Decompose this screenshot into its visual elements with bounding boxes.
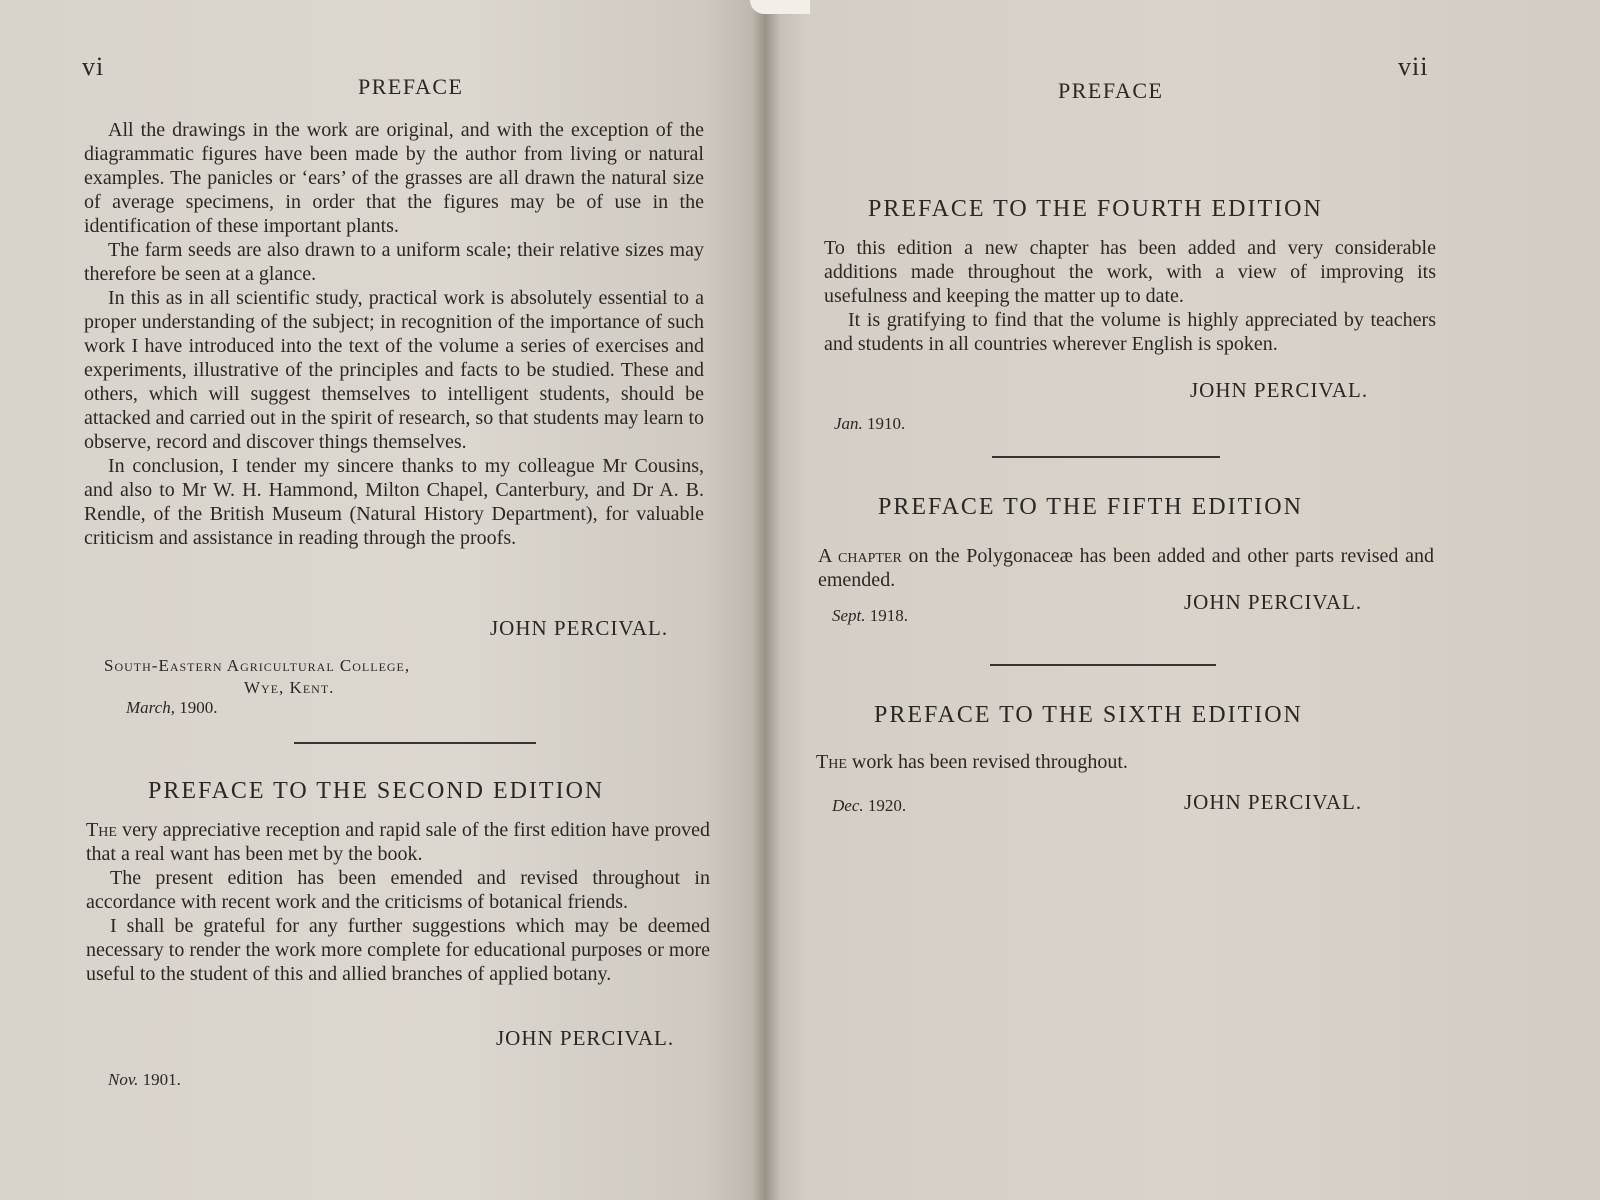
paragraph	[86, 818, 710, 866]
date-month: Jan.	[834, 414, 863, 433]
section-heading: PREFACE TO THE FIFTH EDITION	[878, 494, 1303, 520]
lead-word: The	[86, 819, 117, 841]
date-year: 1901.	[142, 1070, 181, 1089]
date-month: Nov.	[108, 1070, 139, 1089]
page-number-right: vii	[1398, 52, 1429, 81]
section-divider	[992, 456, 1220, 458]
paragraph	[818, 544, 1434, 592]
date-year: 1918.	[869, 606, 909, 625]
date-year: 1900.	[179, 698, 218, 717]
date-month: March,	[126, 698, 175, 717]
sixth-edition-body	[816, 750, 1432, 774]
section-heading: PREFACE TO THE SECOND EDITION	[148, 778, 605, 804]
date	[832, 796, 906, 816]
signature: JOHN PERCIVAL.	[1190, 378, 1369, 402]
date	[126, 698, 217, 718]
paragraph-text: very appreciative reception and rapid sale of the first edition have proved that a real want has been met by the book.	[86, 819, 710, 865]
date-month: Dec.	[832, 796, 864, 815]
paragraph: In this as in all scientific study, practical work is absolutely essential to a proper understanding of the subject; in recognition of the importance of such work I have introduced into the text of the volume a series of exercises and experiments, illustrative of the principles and facts to be studied. These and others, which will suggest themselves to intelligent students, should be attacked and carried out in the spirit of research, so that students may learn to observe, record and discover things themselves.	[84, 287, 704, 453]
section-heading: PREFACE TO THE FOURTH EDITION	[868, 196, 1323, 222]
running-head-left: PREFACE	[358, 74, 464, 99]
page-number-left: vi	[82, 52, 105, 81]
section-heading: PREFACE TO THE SIXTH EDITION	[874, 702, 1303, 728]
signature: JOHN PERCIVAL.	[496, 1026, 675, 1050]
second-edition-body	[86, 818, 710, 986]
page-corner	[750, 0, 810, 14]
signature: JOHN PERCIVAL.	[490, 616, 669, 640]
date-year: 1910.	[867, 414, 906, 433]
date-year: 1920.	[867, 796, 907, 815]
date	[832, 606, 908, 626]
paragraph: To this edition a new chapter has been added and very considerable additions made throughout the work, with a view of improving its usefulness and keeping the matter up to date.	[824, 237, 1436, 307]
address-line: South-Eastern Agricultural College,	[104, 656, 411, 675]
lead-word: The	[816, 751, 847, 773]
running-head-right: PREFACE	[1058, 78, 1164, 103]
date	[108, 1070, 181, 1090]
paragraph	[816, 750, 1432, 774]
signature: JOHN PERCIVAL.	[1184, 590, 1363, 614]
right-page	[766, 0, 1600, 1200]
fourth-edition-body	[824, 236, 1436, 356]
signature: JOHN PERCIVAL.	[1184, 790, 1363, 814]
preface-body	[84, 118, 704, 550]
paragraph: The present edition has been emended and revised throughout in accordance with recent work and the criticisms of botanical friends.	[86, 867, 710, 913]
paragraph: I shall be grateful for any further suggestions which may be deemed necessary to render the work more complete for educational purposes or more useful to the student of this and allied branches of applied botany.	[86, 915, 710, 985]
book-gutter	[752, 0, 780, 1200]
fifth-edition-body	[818, 544, 1434, 592]
lead-words: A chapter	[818, 545, 902, 567]
paragraph-text: on the Polygonaceæ has been added and other parts revised and emended.	[818, 545, 1434, 591]
address-line: Wye, Kent.	[244, 678, 335, 697]
paragraph: It is gratifying to find that the volume is highly appreciated by teachers and students in all countries wherever English is spoken.	[824, 309, 1436, 355]
paragraph: In conclusion, I tender my sincere thanks to my colleague Mr Cousins, and also to Mr W. H. Hammond, Milton Chapel, Canterbury, and Dr A. B. Rendle, of the British Museum (Natural History Department), for valuable criticism and assistance in reading through the proofs.	[84, 455, 704, 549]
left-page	[0, 0, 766, 1200]
section-divider	[294, 742, 536, 744]
paragraph-text: work has been revised throughout.	[846, 751, 1128, 773]
date	[834, 414, 905, 434]
section-divider	[990, 664, 1216, 666]
date-month: Sept.	[832, 606, 866, 625]
paragraph: The farm seeds are also drawn to a uniform scale; their relative sizes may therefore be seen at a glance.	[84, 239, 704, 285]
paragraph: All the drawings in the work are original, and with the exception of the diagrammatic figures have been made by the author from living or natural examples. The panicles or ‘ears’ of the grasses are all drawn the natural size of average specimens, in order that the figures may be of use in the identification of these important plants.	[84, 119, 704, 237]
